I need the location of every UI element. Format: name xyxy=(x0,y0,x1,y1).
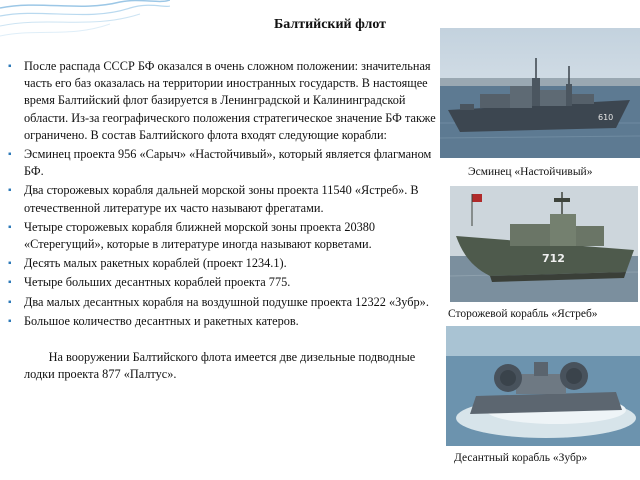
bullet-icon: ▪ xyxy=(8,315,12,327)
bullet-icon: ▪ xyxy=(8,277,12,289)
paragraph xyxy=(8,332,436,401)
hull-number: 712 xyxy=(542,252,565,265)
paragraph-text: Эсминец проекта 956 «Сарыч» «Настойчивый», который является флагманом БФ. xyxy=(24,147,432,179)
hull-number: 610 xyxy=(598,113,614,122)
bullet-icon: ▪ xyxy=(8,296,12,308)
wave-decoration xyxy=(0,0,170,60)
destroyer-caption: Эсминец «Настойчивый» xyxy=(468,166,593,178)
paragraph-text: На вооружении Балтийского флота имеется две дизельные подводные лодки проекта 877 «Палтус». xyxy=(24,350,419,382)
paragraph-text: Десять малых ракетных кораблей (проект 1234.1). xyxy=(24,256,287,271)
paragraph xyxy=(8,219,436,253)
paragraph xyxy=(8,313,436,330)
bullet-icon: ▪ xyxy=(8,149,12,161)
paragraph xyxy=(8,182,436,216)
paragraph-text: Два сторожевых корабля дальней морской зоны проекта 11540 «Ястреб». В отечественной литературе их часто называют фрегатами. xyxy=(24,183,419,215)
bullet-icon: ▪ xyxy=(8,258,12,270)
slide-title: Балтийский флот xyxy=(273,17,387,32)
paragraph-text: Четыре сторожевых корабля ближней морской зоны проекта 20380 «Стерегущий», которые в литературе иногда называют корветами. xyxy=(24,219,376,252)
hovercraft-photo xyxy=(446,326,640,446)
body-text xyxy=(8,58,436,403)
paragraph xyxy=(8,255,436,272)
patrol-ship-caption: Сторожевой корабль «Ястреб» xyxy=(448,308,598,320)
paragraph xyxy=(8,294,436,311)
bullet-icon: ▪ xyxy=(8,185,12,197)
destroyer-photo xyxy=(440,28,640,158)
bullet-icon: ▪ xyxy=(8,61,12,72)
paragraph-text: Четыре больших десантных кораблей проекта 775. xyxy=(24,275,291,290)
bullet-icon: ▪ xyxy=(8,221,12,233)
paragraph-text: Большое количество десантных и ракетных катеров. xyxy=(24,313,299,328)
patrol-ship-photo xyxy=(450,186,638,302)
paragraph-text: После распада СССР БФ оказался в очень сложном положении: значительная часть его баз оказалась на территории иностранных государств. В настоящее время Балтийский флот базируется в Ленинградской и Калининградской области. Из-за географического положения стратегическое значение БФ также ограничено. В состав Балтийского флота входят следующие корабли: xyxy=(24,59,436,142)
paragraph xyxy=(8,58,436,144)
hovercraft-caption: Десантный корабль «Зубр» xyxy=(454,452,588,464)
paragraph-text: Два малых десантных корабля на воздушной подушке проекта 12322 «Зубр». xyxy=(24,294,429,309)
paragraph xyxy=(8,274,436,291)
paragraph xyxy=(8,146,436,180)
